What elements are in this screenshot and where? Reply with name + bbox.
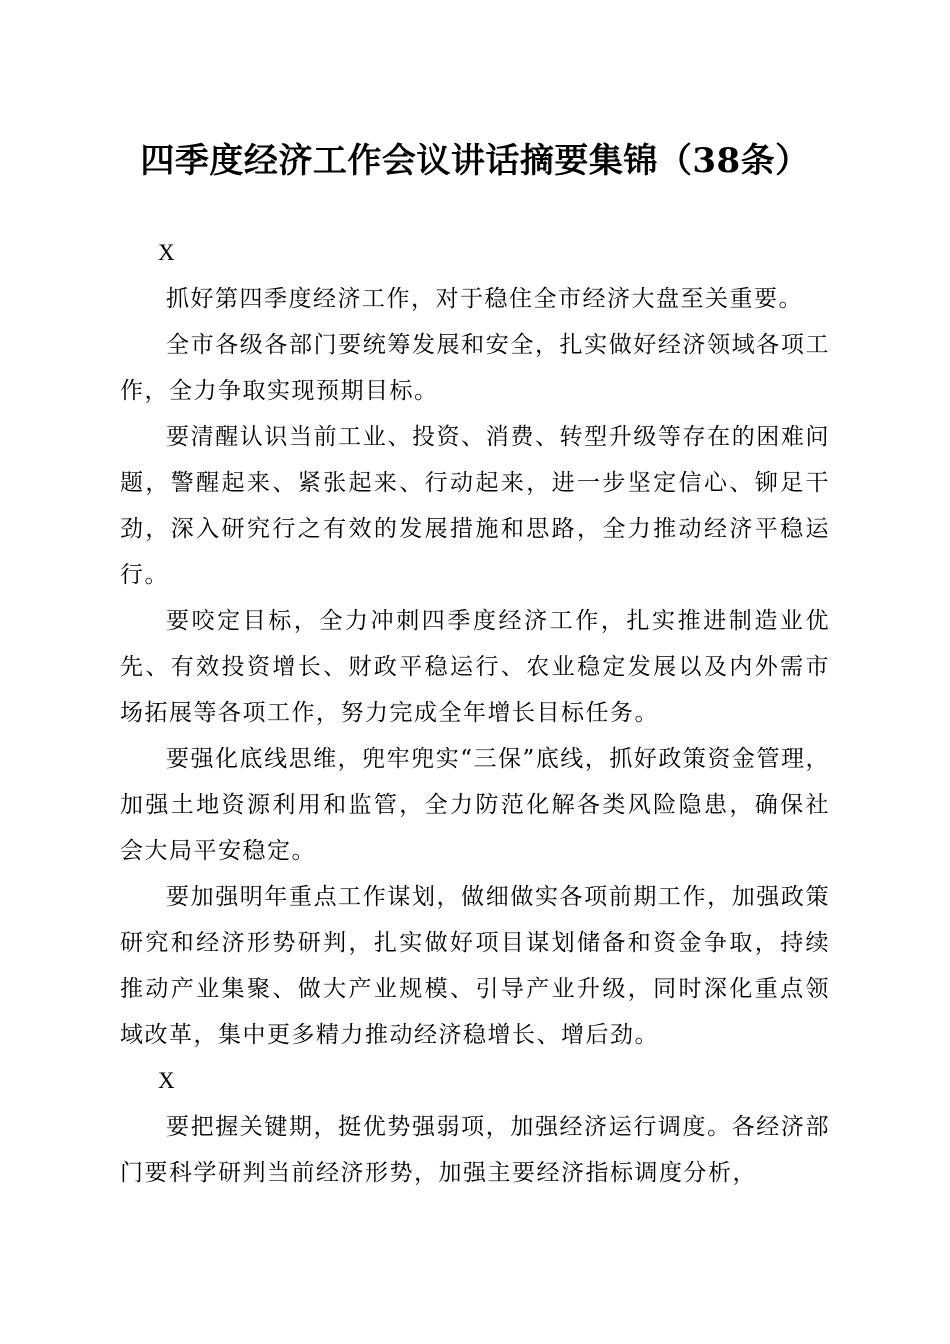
paragraph: 抓好第四季度经济工作，对于稳住全市经济大盘至关重要。 [166, 286, 803, 312]
paragraph: 要强化底线思维，兜牢兜实“三保”底线，抓好政策资金管理，加强土地资源利用和监管，全力防范化解各类风险隐患，确保社会大局平安稳定。 [120, 746, 830, 864]
paragraph: 要加强明年重点工作谋划，做细做实各项前期工作，加强政策研究和经济形势研判，扎实做好项目谋划储备和资金争取，持续推动产业集聚、做大产业规模、引导产业升级，同时深化重点领域改革，集中更多精力推动经济稳增长、增后劲。 [120, 884, 830, 1048]
paragraph: 要咬定目标，全力冲刺四季度经济工作，扎实推进制造业优先、有效投资增长、财政平稳运行、农业稳定发展以及内外需市场拓展等各项工作，努力完成全年增长目标任务。 [120, 608, 830, 726]
document-title: 四季度经济工作会议讲话摘要集锦（38条） [140, 141, 810, 181]
paragraph: 要把握关键期，挺优势强弱项，加强经济运行调度。各经济部门要科学研判当前经济形势，加强主要经济指标调度分析， [120, 1114, 830, 1186]
paragraph: 全市各级各部门要统筹发展和安全，扎实做好经济领域各项工作，全力争取实现预期目标。 [120, 332, 830, 404]
section-marker: X [158, 1068, 175, 1093]
section-marker: X [158, 240, 175, 265]
paragraph: 要清醒认识当前工业、投资、消费、转型升级等存在的困难问题，警醒起来、紧张起来、行动起来，进一步坚定信心、铆足干劲，深入研究行之有效的发展措施和思路，全力推动经济平稳运行。 [120, 424, 830, 588]
document-body [120, 230, 830, 1196]
